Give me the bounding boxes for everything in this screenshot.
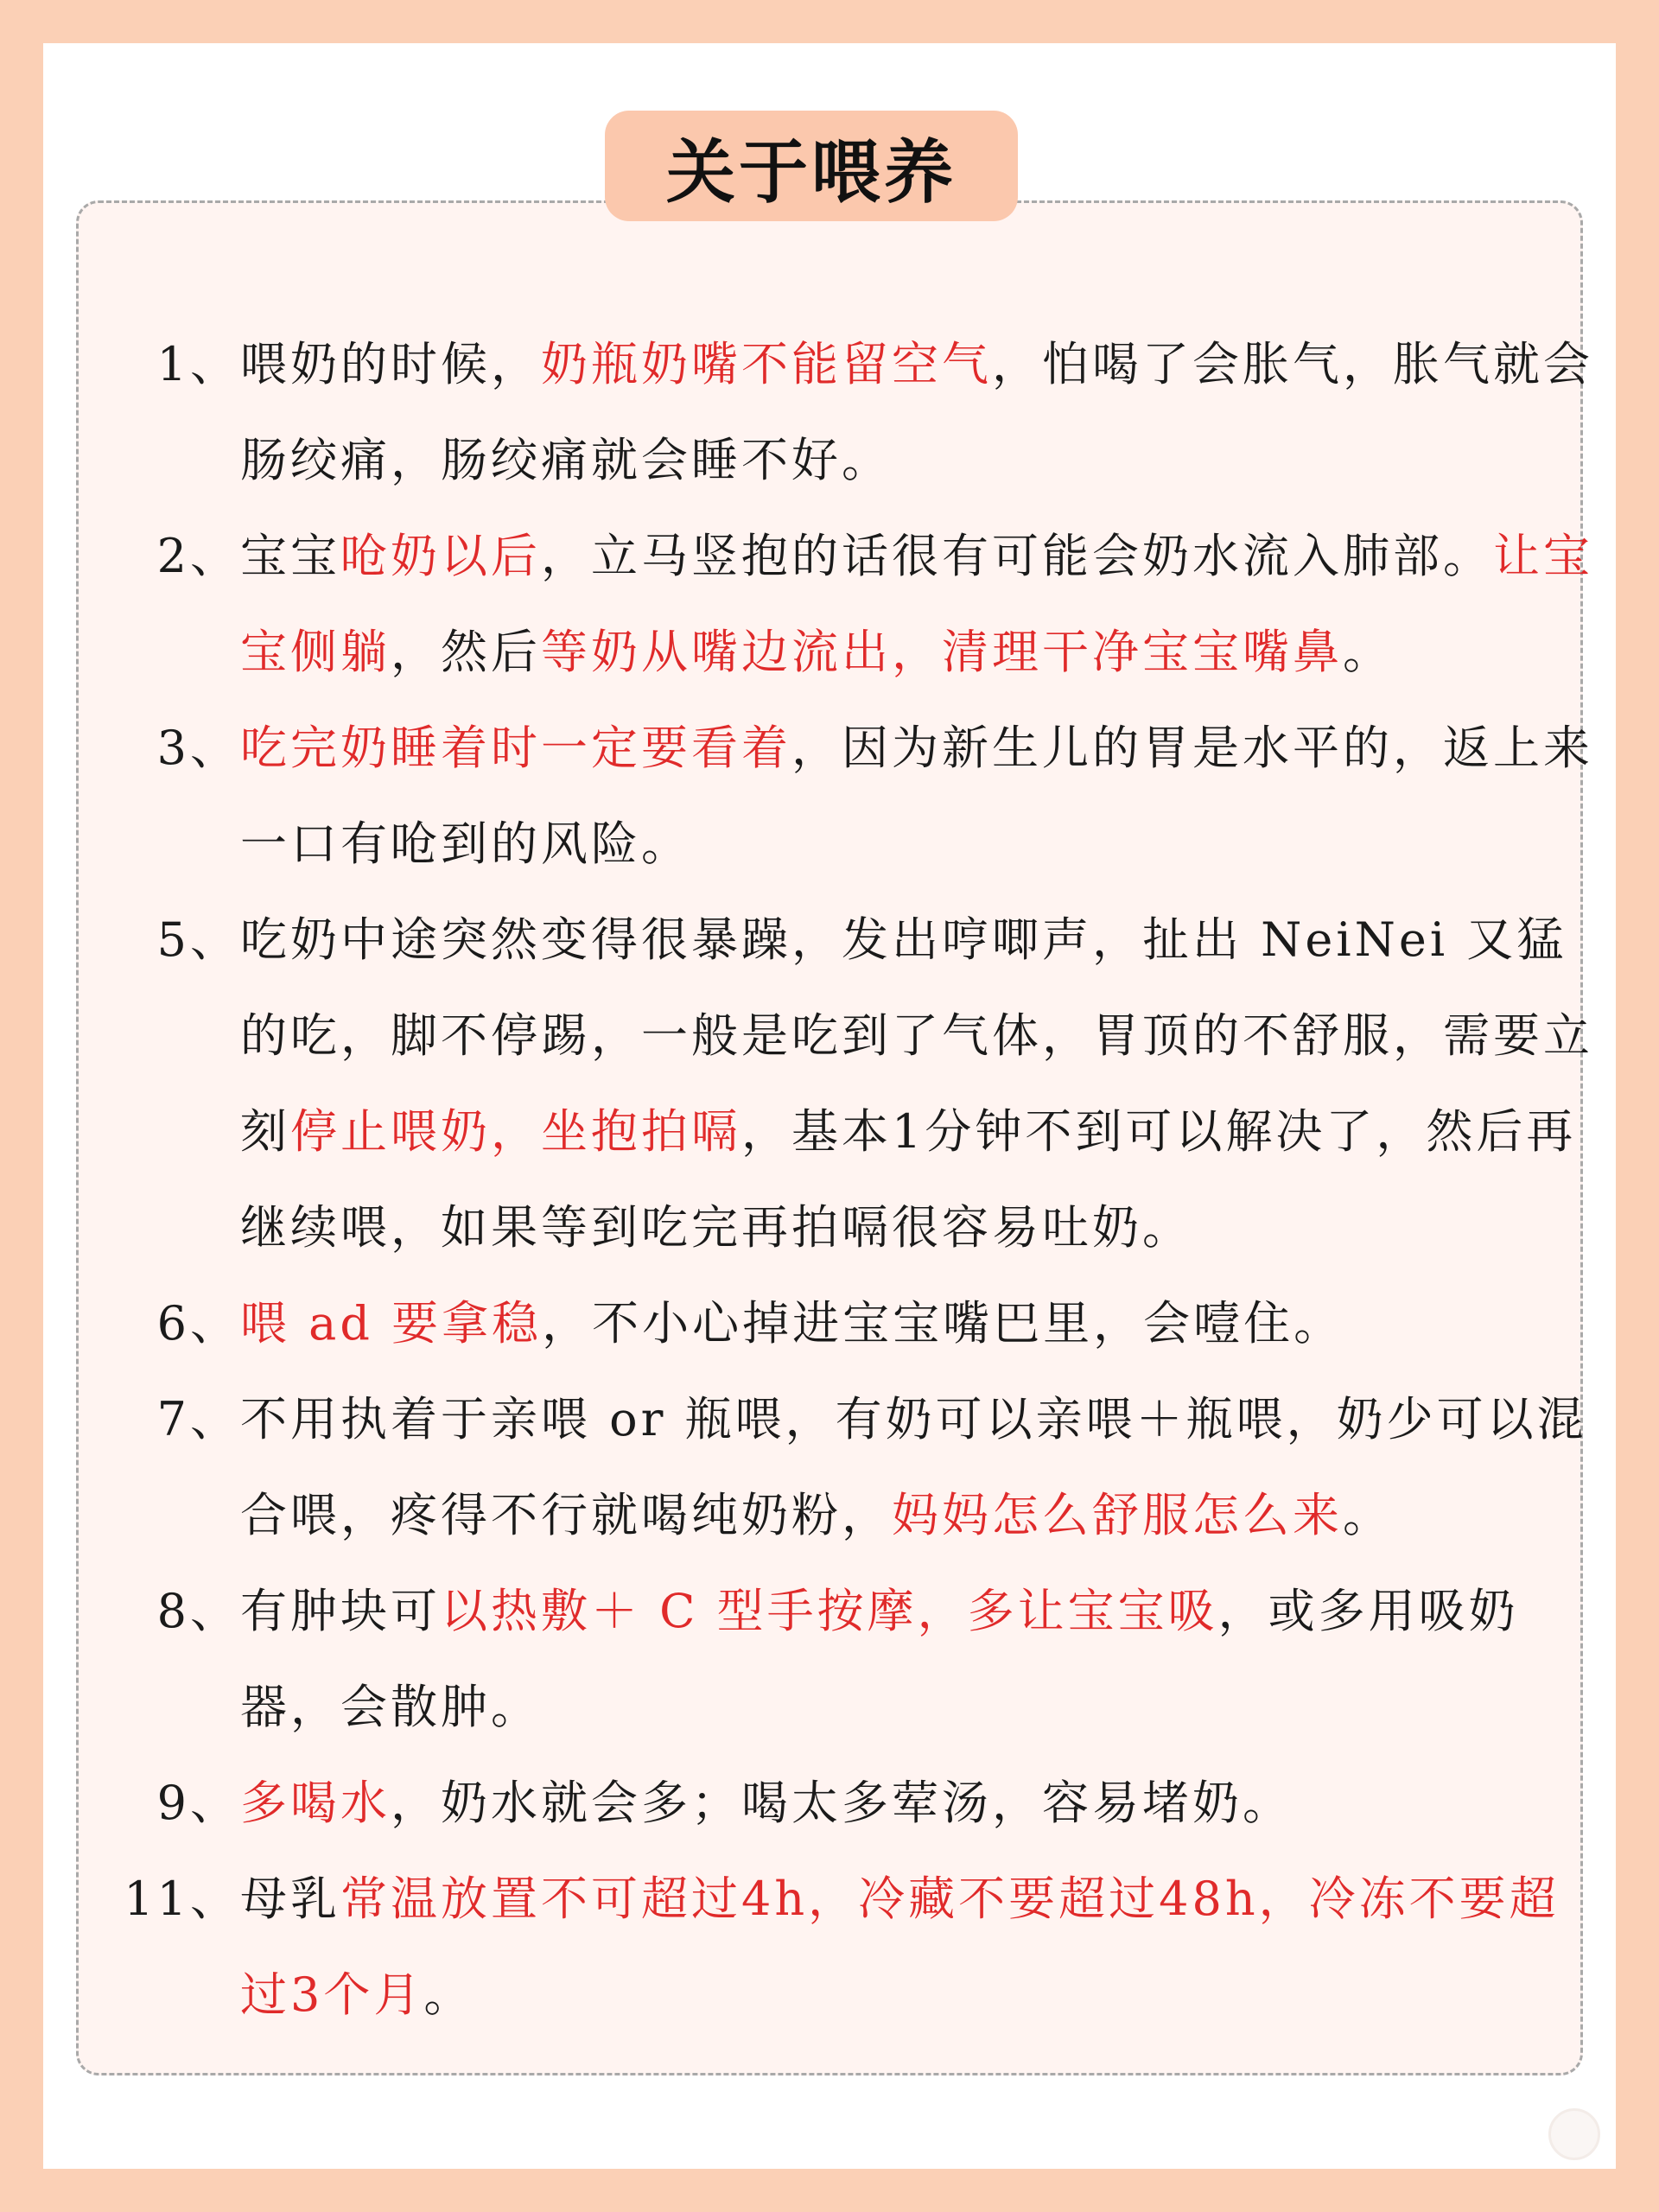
highlighted-text: 等奶从嘴边流出，清理干净宝宝嘴鼻: [541, 625, 1343, 679]
list-item: [121, 1563, 1607, 1755]
list-item-number: 1、: [156, 337, 240, 391]
list-item-number: 2、: [156, 529, 240, 583]
list-item-number: 7、: [156, 1392, 240, 1446]
list-item: [121, 1755, 1607, 1851]
body-text: ，因为新生儿的胃是水平的，返上来一口有呛到的风险。: [240, 721, 1593, 871]
body-text: 有肿块可: [240, 1584, 441, 1638]
body-text: 。: [1343, 1488, 1393, 1542]
body-text: 喂奶的时候，: [240, 337, 541, 391]
body-text: ，怕喝了会胀气，胀气就会肠绞痛，肠绞痛就会睡不好。: [240, 337, 1593, 487]
highlighted-text: 吃完奶睡着时一定要看着: [240, 721, 791, 775]
feeding-tips-list: [121, 316, 1607, 2043]
list-item-number: 5、: [156, 912, 240, 967]
list-item-number: 6、: [156, 1296, 240, 1351]
list-item-number: 8、: [156, 1584, 240, 1638]
body-text: 不用执着于亲喂 or 瓶喂，有奶可以亲喂＋瓶喂，奶少可以混合喂，疼得不行就喝纯奶粉，: [240, 1392, 1587, 1542]
highlighted-text: 喂 ad 要拿稳: [240, 1296, 543, 1351]
list-item-number: 3、: [156, 721, 240, 775]
list-item: [121, 1371, 1607, 1563]
highlighted-text: 奶瓶奶嘴不能留空气: [541, 337, 992, 391]
body-text: 。: [1343, 625, 1393, 679]
body-text: 。: [423, 1967, 474, 2022]
body-text: ，不小心掉进宝宝嘴巴里，会噎住。: [542, 1296, 1344, 1351]
list-item: [121, 1275, 1607, 1371]
highlighted-text: 停止喂奶，坐抱拍嗝: [290, 1104, 741, 1159]
list-item-number: 9、: [156, 1776, 240, 1830]
body-text: 吃奶中途突然变得很暴躁，发出哼唧声，扯出 NeiNei 又猛的吃，脚不停踢，一般是吃到了气体，胃顶的不舒服，需要立刻: [240, 912, 1593, 1159]
list-item: [121, 508, 1607, 700]
body-text: ，立马竖抱的话很有可能会奶水流入肺部。: [541, 529, 1493, 583]
highlighted-text: 常温放置不可超过4h，冷藏不要超过48h，冷冻不要超过3个月: [240, 1872, 1560, 2022]
highlighted-text: 呛奶以后: [340, 529, 541, 583]
list-item: [121, 892, 1607, 1275]
body-text: 宝宝: [240, 529, 340, 583]
highlighted-text: 妈妈怎么舒服怎么来: [892, 1488, 1343, 1542]
body-text: ，奶水就会多；喝太多荤汤，容易堵奶。: [391, 1776, 1293, 1830]
body-text: 母乳: [240, 1872, 340, 1926]
page-title: 关于喂养: [605, 111, 1018, 221]
highlighted-text: 让宝宝侧躺: [240, 529, 1593, 679]
body-text: ，然后: [391, 625, 541, 679]
highlighted-text: 多喝水: [240, 1776, 391, 1830]
list-item: [121, 316, 1607, 508]
watermark-icon: [1548, 2108, 1600, 2160]
body-text: ，基本1分钟不到可以解决了，然后再继续喂，如果等到吃完再拍嗝很容易吐奶。: [240, 1104, 1577, 1255]
highlighted-text: 以热敷＋ C 型手按摩，多让宝宝吸: [441, 1584, 1218, 1638]
page-card: [43, 43, 1616, 2169]
list-item: [121, 1851, 1607, 2043]
body-text: ，或多用吸奶器，会散肿。: [240, 1584, 1519, 1734]
list-item: [121, 700, 1607, 892]
list-item-number: 11、: [124, 1872, 240, 1926]
